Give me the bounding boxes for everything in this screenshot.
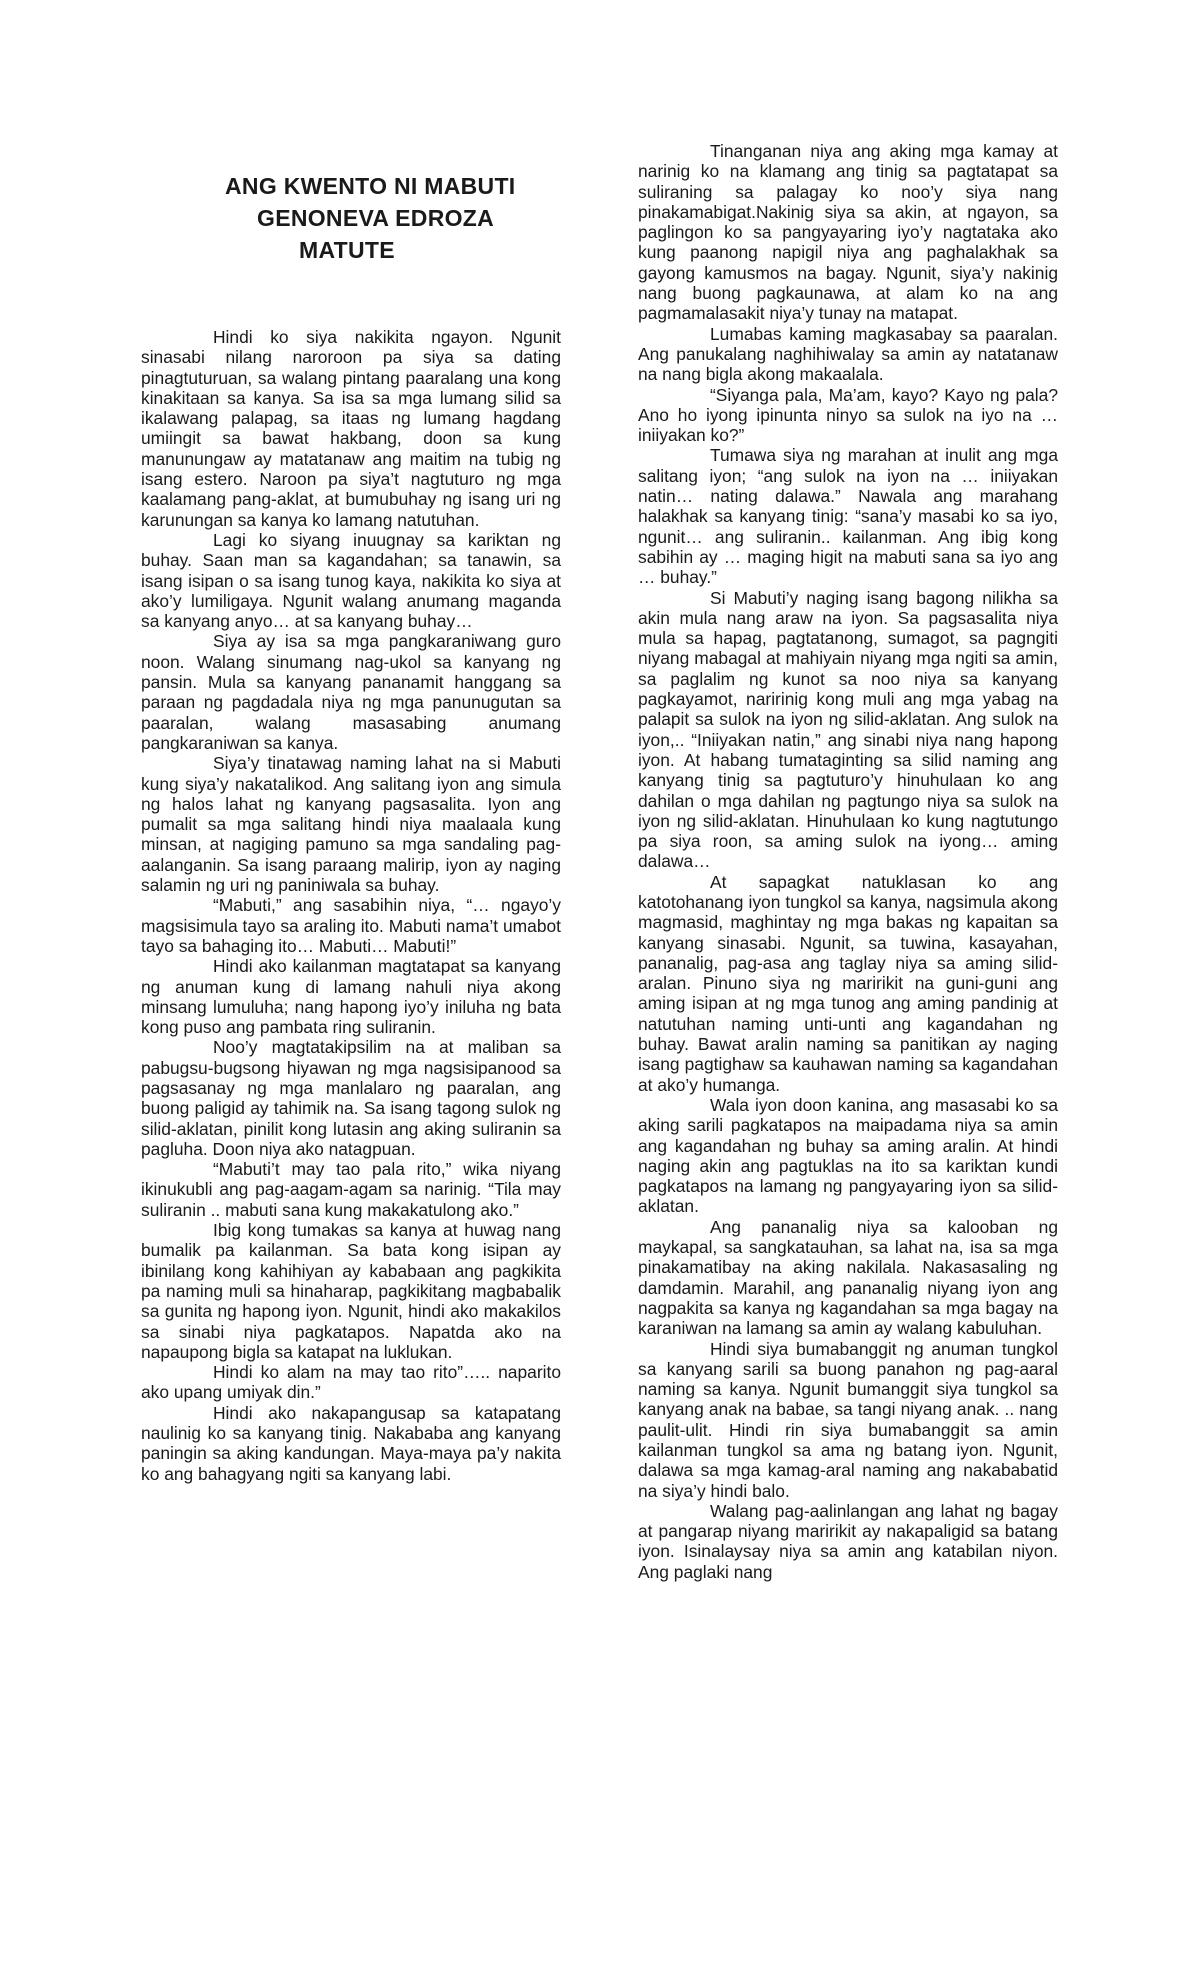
story-title	[141, 170, 561, 266]
paragraph: Ibig kong tumakas sa kanya at huwag nang bumalik pa kailanman. Sa bata kong isipan ay ibinilang kong kahihiyan ay kababaan ang pagkikita pa naming muli sa hinaharap, pagkikitang magbabalik sa gunita ng hapong iyon. Ngunit, hindi ako makakilos sa sinabi niya pagkatapos. Napatda ako na napaupong bigla sa katapat na luklukan.	[141, 1220, 561, 1362]
paragraph: Hindi siya bumabanggit ng anuman tungkol sa kanyang sarili sa buong panahon ng pag-aaral naming sa kanya. Ngunit bumanggit siya tungkol sa kanyang anak na babae, sa tangi niyang anak. .. nang paulit-ulit. Hindi rin siya bumabanggit sa amin kailanman tungkol sa ama ng batang iyon. Ngunit, dalawa sa mga kamag-aral naming ang nakababatid na siya’y hindi balo.	[638, 1338, 1058, 1501]
paragraph: Ang pananalig niya sa kalooban ng maykapal, sa sangkatauhan, sa lahat na, isa sa mga pinakamatibay na aking nakilala. Nakasasaling ng damdamin. Marahil, ang pananalig niyang iyon ang nagpakita sa kanya ng kagandahan sa mga bagay na karaniwan na lamang sa amin ay walang kabuluhan.	[638, 1216, 1058, 1339]
title-line-3: MATUTE	[299, 237, 395, 263]
paragraph: Tinanganan niya ang aking mga kamay at narinig ko na klamang ang tinig sa pagtatapat sa suliraning sa palagay ko noo’y siya nang pinakamabigat.Nakinig siya sa akin, at ngayon, sa paglingon ko sa pangyayaring iyo’y nagtataka ako kung paanong napigil niya ang paghalakhak sa gayong kamusmos na bagay. Ngunit, siya’y nakinig nang buong pagkaunawa, at alam ko na ang pagmamalasakit niya’y tunay na matapat.	[638, 141, 1058, 324]
paragraph: Hindi ako kailanman magtatapat sa kanyang ng anuman kung di lamang nahuli niya akong minsang lumuluha; nang hapong iyo’y iniluha ng bata kong puso ang pambata ring suliranin.	[141, 956, 561, 1038]
paragraph: Tumawa siya ng marahan at inulit ang mga salitang iyon; “ang sulok na iyon na … iniiyakan natin… nating dalawa.” Nawala ang marahang halakhak sa kanyang tinig: “sana’y masabi ko sa iyo, ngunit… ang suliranin.. kailanman. Ang ibig kong sabihin ay … maging higit na mabuti sana sa iyo ang … buhay.”	[638, 445, 1058, 588]
right-column	[638, 141, 1058, 1582]
paragraph: “Siyanga pala, Ma’am, kayo? Kayo ng pala? Ano ho iyong ipinunta ninyo sa sulok na iyo na … iniiyakan ko?”	[638, 384, 1058, 446]
paragraph: Hindi ko alam na may tao rito”….. naparito ako upang umiyak din.”	[141, 1362, 561, 1403]
paragraph: Lumabas kaming magkasabay sa paaralan. Ang panukalang naghihiwalay sa amin ay natatanaw na nang bigla akong makaalala.	[638, 323, 1058, 385]
paragraph: Si Mabuti’y naging isang bagong nilikha sa akin mula nang araw na iyon. Sa pagsasalita niya mula sa hapag, pagtatanong, sumagot, sa pagngiti niyang mabagal at mahiyain niyang mga ngiti sa amin, sa paglalim ng kunot sa noo niya sa kanyang pagkayamot, naririnig kong muli ang mga yabag na palapit sa sulok na iyon ng silid-aklatan. Ang sulok na iyon,.. “Iniiyakan natin,” ang sinabi niya nang hapong iyon. At habang tumataginting sa silid naming ang kanyang tinig sa pagtuturo’y hinuhulaan ko ang dahilan o mga dahilan ng pagtungo niya sa sulok na iyon ng silid-aklatan. Hinuhulaan ko kung nagtutungo pa siya roon, sa aming sulok na iyong… aming dalawa…	[638, 587, 1058, 872]
title-line-1: ANG KWENTO NI MABUTI	[225, 173, 516, 199]
paragraph: Siya’y tinatawag naming lahat na si Mabuti kung siya’y nakatalikod. Ang salitang iyon ang simula ng halos lahat ng kanyang pagsasalita. Iyon ang pumalit sa mga salitang hindi niya maalaala kung minsan, at nagiging pamuno sa mga sandaling pag-aalanganin. Sa isang paraang malirip, iyon ay naging salamin ng uri ng paniniwala sa buhay.	[141, 753, 561, 896]
paragraph: Lagi ko siyang inuugnay sa kariktan ng buhay. Saan man sa kagandahan; sa tanawin, sa isang isipan o sa isang tunog kaya, nakikita ko siya at ako’y lumiligaya. Ngunit walang anumang maganda sa kanyang anyo… at sa kanyang buhay…	[141, 529, 561, 632]
title-line-2: GENONEVA EDROZA	[257, 205, 495, 231]
left-column	[141, 327, 561, 1484]
paragraph: Hindi ko siya nakikita ngayon. Ngunit sinasabi nilang naroroon pa siya sa dating pinagtuturuan, sa walang pintang paaralang una kong kinakitaan sa kanya. Sa isa sa mga lumang silid sa ikalawang palapag, sa itaas ng lumang hagdang umiingit sa bawat hakbang, doon sa kung manunungaw ay matatanaw ang maitim na tubig ng isang estero. Naroon pa siya’t nagtuturo ng mga kaalamang pang-aklat, at bumubuhay ng isang uri ng karunungan sa kanya ko lamang natutuhan.	[141, 327, 561, 530]
paragraph: Wala iyon doon kanina, ang masasabi ko sa aking sarili pagkatapos na maipadama niya sa amin ang kagandahan ng buhay sa aming aralin. At hindi naging akin ang pagtuklas na ito sa kariktan kundi pagkatapos na lamang ng pangyayaring iyon sa silid-aklatan.	[638, 1094, 1058, 1217]
paragraph: “Mabuti,” ang sasabihin niya, “… ngayo’y magsisimula tayo sa araling ito. Mabuti nama’t umabot tayo sa bahaging ito… Mabuti… Mabuti!”	[141, 895, 561, 956]
paragraph: “Mabuti’t may tao pala rito,” wika niyang ikinukubli ang pag-aagam-agam sa narinig. “Tila may suliranin .. mabuti sana kung makakatulong ako.”	[141, 1159, 561, 1220]
paragraph: Hindi ako nakapangusap sa katapatang naulinig ko sa kanyang tinig. Nakababa ang kanyang paningin sa aking kandungan. Maya-maya pa’y nakita ko ang bahagyang ngiti sa kanyang labi.	[141, 1402, 561, 1484]
paragraph: Noo’y magtatakipsilim na at maliban sa pabugsu-bugsong hiyawan ng mga nagsisipanood sa pagsasanay ng mga manlalaro ng paaralan, ang buong paligid ay tahimik na. Sa isang tagong sulok ng silid-aklatan, pinilit kong lutasin ang aking suliranin sa pagluha. Doon niya ako natagpuan.	[141, 1037, 561, 1159]
paragraph: Walang pag-aalinlangan ang lahat ng bagay at pangarap niyang maririkit ay nakapaligid sa batang iyon. Isinalaysay niya sa amin ang katabilan niyon. Ang paglaki nang	[638, 1500, 1058, 1582]
paragraph: At sapagkat natuklasan ko ang katotohanang iyon tungkol sa kanya, nagsimula akong magmasid, maghintay ng mga bakas ng kapaitan sa kanyang sinasabi. Ngunit, sa tuwina, kasayahan, pananalig, pag-asa ang taglay niya sa aming silid-aralan. Pinuno siya ng maririkit na guni-guni ang aming isipan at ng mga tunog ang aming pandinig at natutuhan naming unti-unti ang kagandahan ng buhay. Bawat aralin naming sa panitikan ay naging isang pagtighaw sa kauhawan naming sa kagandahan at ako’y humanga.	[638, 871, 1058, 1095]
paragraph: Siya ay isa sa mga pangkaraniwang guro noon. Walang sinumang nag-ukol sa kanyang ng pansin. Mula sa kanyang pananamit hanggang sa paraan ng pagdadala niya ng mga panunugutan sa paaralan, walang masasabing anumang pangkaraniwan sa kanya.	[141, 631, 561, 753]
